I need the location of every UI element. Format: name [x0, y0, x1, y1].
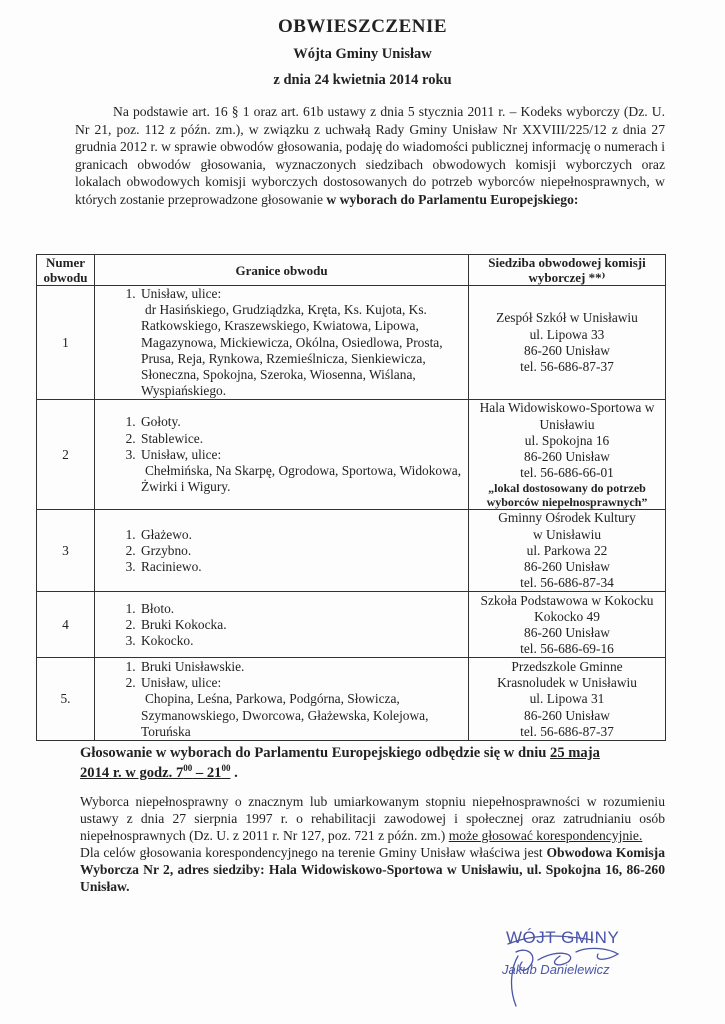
header-number: Numer obwodu [37, 255, 95, 286]
district-number: 3 [37, 510, 95, 592]
table-row [37, 592, 666, 658]
streets-list: Chopina, Leśna, Parkowa, Podgórna, Słowicza, Szymanowskiego, Dworcowa, Głażewska, Kolejowa, Toruńska [141, 691, 429, 739]
border-item: 1. Głażewo. [139, 527, 468, 543]
seat-line: Krasnoludek w Unisławiu [497, 675, 637, 691]
voting-districts-table [36, 254, 666, 741]
intro-paragraph [75, 103, 665, 209]
commission-seat [469, 400, 666, 510]
district-borders [95, 510, 469, 592]
voting-date-notice: Głosowanie w wyborach do Parlamentu Europejskiego odbędzie się w dniu 25 maja 2014 r. w godz. $7^{00} - 21^{00}$ . [80, 745, 600, 781]
table-row [37, 658, 666, 741]
streets-list: Chełmińska, Na Skarpę, Ogrodowa, Sportowa, Widokowa, Żwirki i Wigury. [141, 463, 462, 495]
seat-line: ul. Parkowa 22 [526, 542, 608, 558]
seat-line: Szkoła Podstawowa w Kokocku [480, 592, 654, 608]
accessibility-note: „lokal dostosowany do potrzeb wyborców niepełnosprawnych” [486, 481, 648, 510]
border-item: 1. Błoto. [139, 601, 468, 617]
mayor-signature-stamp [498, 926, 658, 1016]
table-row [37, 400, 666, 510]
commission-seat [469, 658, 666, 741]
border-item: 1. Gołoty. [139, 414, 468, 430]
header-seat: Siedziba obwodowej komisji wyborczej **⁾ [469, 255, 666, 286]
stamp-name: Jakub Danielewicz [502, 962, 610, 977]
correspondence-voting-info [80, 793, 665, 895]
border-item: 1. Unisław, ulice: dr Hasińskiego, Grudziądzka, Kręta, Ks. Kujota, Ks. Ratkowskiego, Kraszewskiego, Kwiatowa, Lipowa, Magazynowa, Mickiewicza, Okólna, Osiedlowa, Prosta, Prusa, Reja, Rynkowa, Rzemieślnicza, Sienkiewicza, Słoneczna, Spokojna, Szeroka, Wiosenna, Wiślana, Wyspiańskiego. [139, 286, 468, 399]
seat-line: 86-260 Unisław [524, 707, 610, 723]
document-subtitle-issuer: Wójta Gminy Unisław [293, 46, 432, 62]
stamp-title: WÓJT GMINY [506, 928, 620, 947]
district-number: 5. [37, 658, 95, 741]
district-borders [95, 658, 469, 741]
seat-line: 86-260 Unisław [524, 449, 610, 465]
seat-line: tel. 56-686-66-01 [520, 465, 614, 481]
seat-line: tel. 56-686-87-34 [520, 575, 614, 591]
district-borders [95, 592, 469, 658]
commission-seat [469, 286, 666, 400]
seat-line: Gminny Ośrodek Kultury [498, 510, 636, 526]
seat-line: tel. 56-686-87-37 [520, 723, 614, 739]
border-item: 2. Bruki Kokocka. [139, 617, 468, 633]
table-row [37, 510, 666, 592]
district-number: 4 [37, 592, 95, 658]
seat-line: 86-260 Unisław [524, 342, 610, 358]
commission-seat [469, 592, 666, 658]
streets-list: dr Hasińskiego, Grudziądzka, Kręta, Ks. Kujota, Ks. Ratkowskiego, Kraszewskiego, Kwiatowa, Lipowa, Magazynowa, Mickiewicza, Okólna, Osiedlowa, Prosta, Prusa, Reja, Rynkowa, Rzemieślnicza, Sienkiewicza, Słoneczna, Spokojna, Szeroka, Wiosenna, Wiślana, Wyspiańskiego. [141, 302, 443, 399]
seat-line: 86-260 Unisław [524, 559, 610, 575]
seat-line: 86-260 Unisław [524, 624, 610, 640]
intro-text: Na podstawie art. 16 § 1 oraz art. 61b ustawy z dnia 5 stycznia 2011 r. – Kodeks wyborczy (Dz. U. Nr 21, poz. 112 z późn. zm.), w związku z uchwałą Rady Gminy Unisław Nr XXVIII/225/12 z dnia 27 grudnia 2012 r. w sprawie obwodów głosowania, podaję do wiadomości publicznej informację o numerach i granicach obwodów głosowania, wyznaczonych siedzibach obwodowych komisji wyborczych oraz lokalach obwodowych komisji wyborczych dostosowanych do potrzeb wyborców niepełnosprawnych, w których zostanie przeprowadzone głosowanie [75, 104, 665, 207]
border-item: 3. Raciniewo. [139, 559, 468, 575]
seat-line: Zespół Szkół w Unisławiu [496, 310, 638, 326]
district-borders [95, 400, 469, 510]
border-item: 2. Stablewice. [139, 431, 468, 447]
border-item: 2. Unisław, ulice: Chopina, Leśna, Parkowa, Podgórna, Słowicza, Szymanowskiego, Dworcowa, Głażewska, Kolejowa, Toruńska [139, 675, 468, 740]
border-item: 1. Bruki Unisławskie. [139, 659, 468, 675]
document-title: OBWIESZCZENIE [277, 16, 448, 37]
intro-bold-text: w wyborach do Parlamentu Europejskiego: [326, 191, 579, 207]
document-subtitle-date: z dnia 24 kwietnia 2014 roku [273, 72, 452, 88]
border-item: 3. Kokocko. [139, 633, 468, 649]
table-row [37, 286, 666, 400]
info-paragraph-commission: Dla celów głosowania korespondencyjnego na terenie Gminy Unisław właściwa jest Obwodowa Komisja Wyborcza Nr 2, adres siedziby: Hala Widowiskowo-Sportowa w Unisławiu, ul. Spokojna 16, 86-260 Unisław. [80, 845, 666, 894]
border-item: 3. Unisław, ulice: Chełmińska, Na Skarpę, Ogrodowa, Sportowa, Widokowa, Żwirki i Wigury. [139, 447, 468, 496]
seat-line: ul. Spokojna 16 [524, 432, 610, 448]
seat-line: tel. 56-686-69-16 [520, 641, 614, 657]
info-paragraph-disabled-voters: Wyborca niepełnosprawny o znacznym lub umiarkowanym stopniu niepełnosprawności w rozumieniu ustawy z dnia 27 sierpnia 1997 r. o rehabilitacji zawodowej i społecznej oraz zatrudnianiu osób niepełnosprawnych (Dz. U. z 2011 r. Nr 127, poz. 721 z późn. zm.) może głosować korespondencyjnie. [80, 794, 665, 843]
seat-line: ul. Lipowa 33 [529, 326, 605, 342]
seat-line: Przedszkole Gminne [511, 658, 623, 674]
voting-date: 25 maja 2014 r. w godz. $7^{00} - 21^{00}$ [80, 745, 600, 781]
header-borders: Granice obwodu [95, 255, 469, 286]
seat-line: Hala Widowiskowo-Sportowa w [479, 400, 655, 416]
district-borders [95, 286, 469, 400]
commission-seat [469, 510, 666, 592]
seat-line: ul. Lipowa 31 [529, 691, 605, 707]
district-number: 1 [37, 286, 95, 400]
seat-line: tel. 56-686-87-37 [520, 358, 614, 374]
seat-line: Kokocko 49 [534, 608, 600, 624]
seat-line: w Unisławiu [532, 526, 602, 542]
district-number: 2 [37, 400, 95, 510]
border-item: 2. Grzybno. [139, 543, 468, 559]
seat-line: Unisławiu [539, 416, 595, 432]
